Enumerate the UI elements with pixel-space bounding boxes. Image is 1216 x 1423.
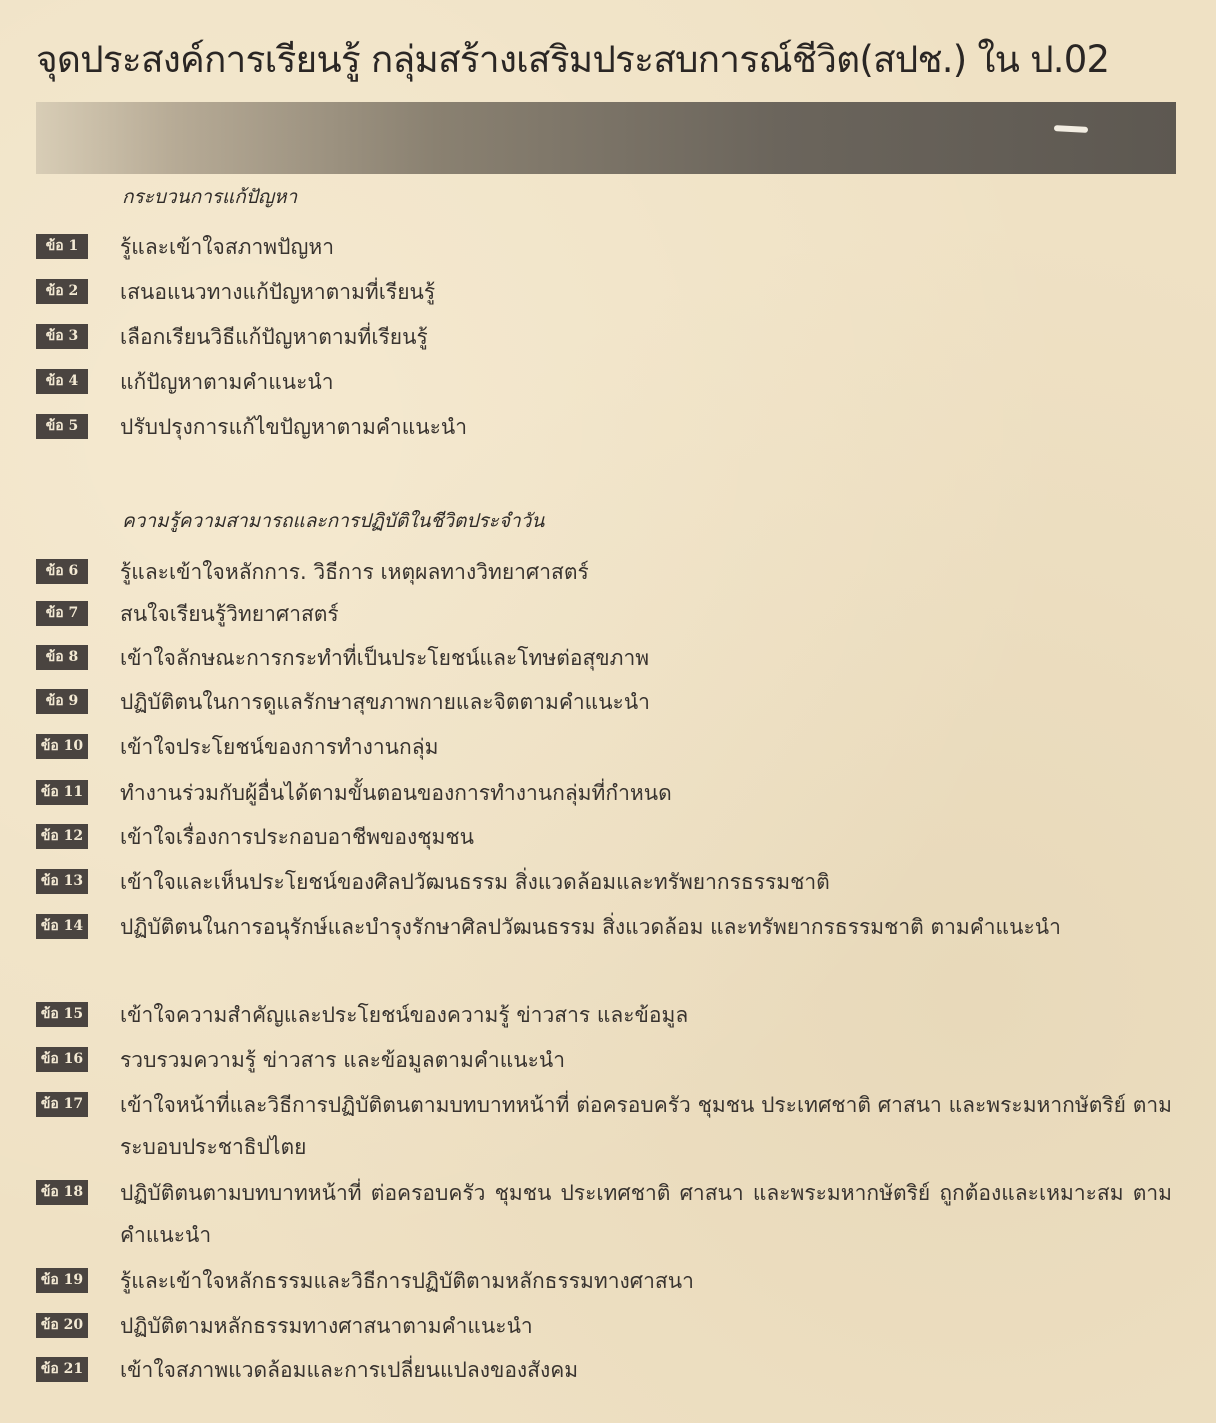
item-number-badge: ข้อ 8 [36,645,88,670]
item-number-badge: ข้อ 13 [36,869,88,894]
page-title: จุดประสงค์การเรียนรู้ กลุ่มสร้างเสริมประสบการณ์ชีวิต(สปช.) ใน ป.02 [36,38,1110,81]
item-text: ปฏิบัติตนในการอนุรักษ์และบำรุงรักษาศิลปวัฒนธรรม สิ่งแวดล้อม และทรัพยากรธรรมชาติ ตามคำแนะนำ [120,915,1061,939]
item-number-badge: ข้อ 1 [36,234,88,259]
item-number-badge: ข้อ 10 [36,734,88,759]
item-number-badge: ข้อ 15 [36,1002,88,1027]
item-number-badge: ข้อ 20 [36,1313,88,1338]
item-text: ปฏิบัติตามหลักธรรมทางศาสนาตามคำแนะนำ [120,1314,533,1338]
item-text: เข้าใจสภาพแวดล้อมและการเปลี่ยนแปลงของสังคม [120,1358,579,1382]
item-number-badge: ข้อ 21 [36,1357,88,1382]
item-number-badge: ข้อ 14 [36,914,88,939]
item-number-badge: ข้อ 19 [36,1268,88,1293]
item-number-badge: ข้อ 6 [36,559,88,584]
item-text: รวบรวมความรู้ ข่าวสาร และข้อมูลตามคำแนะนำ [120,1048,566,1072]
item-text: เข้าใจความสำคัญและประโยชน์ของความรู้ ข่าวสาร และข้อมูล [120,1003,689,1027]
item-number-badge: ข้อ 17 [36,1092,88,1117]
item-number-badge: ข้อ 16 [36,1047,88,1072]
item-text: ทำงานร่วมกับผู้อื่นได้ตามขั้นตอนของการทำงานกลุ่มที่กำหนด [120,781,672,805]
item-text: ปฏิบัติตนในการดูแลรักษาสุขภาพกายและจิตตามคำแนะนำ [120,690,650,714]
item-number-badge: ข้อ 7 [36,601,88,626]
item-text: เข้าใจลักษณะการกระทำที่เป็นประโยชน์และโทษต่อสุขภาพ [120,646,650,670]
item-number-badge: ข้อ 9 [36,689,88,714]
item-text: ปรับปรุงการแก้ไขปัญหาตามคำแนะนำ [120,415,468,439]
item-text: แก้ปัญหาตามคำแนะนำ [120,370,334,394]
item-number-badge: ข้อ 12 [36,824,88,849]
item-text: เข้าใจเรื่องการประกอบอาชีพของชุมชน [120,825,474,849]
item-number-badge: ข้อ 2 [36,279,88,304]
item-text: รู้และเข้าใจสภาพปัญหา [120,235,334,259]
item-text: รู้และเข้าใจหลักธรรมและวิธีการปฏิบัติตามหลักธรรมทางศาสนา [120,1269,694,1293]
item-text: เสนอแนวทางแก้ปัญหาตามที่เรียนรู้ [120,280,436,304]
item-number-badge: ข้อ 5 [36,414,88,439]
item-text: ปฏิบัติตนตามบทบาทหน้าที่ ต่อครอบครัว ชุมชน ประเทศชาติ ศาสนา และพระมหากษัตริย์ ถูกต้องและเหมาะสม ตามคำแนะนำ [120,1181,1172,1247]
item-text: เข้าใจประโยชน์ของการทำงานกลุ่ม [120,735,439,759]
item-number-badge: ข้อ 3 [36,324,88,349]
section-heading-daily-life: ความรู้ความสามารถและการปฏิบัติในชีวิตประจำวัน [122,510,545,532]
section-heading-problem-solving: กระบวนการแก้ปัญหา [122,186,298,208]
header-banner [36,102,1176,174]
item-text: เข้าใจหน้าที่และวิธีการปฏิบัติตนตามบทบาทหน้าที่ ต่อครอบครัว ชุมชน ประเทศชาติ ศาสนา และพระมหากษัตริย์ ตามระบอบประชาธิปไตย [120,1093,1172,1159]
item-text: รู้และเข้าใจหลักการ. วิธีการ เหตุผลทางวิทยาศาสตร์ [120,560,589,584]
item-text: สนใจเรียนรู้วิทยาศาสตร์ [120,602,339,626]
item-text: เลือกเรียนวิธีแก้ปัญหาตามที่เรียนรู้ [120,325,428,349]
item-number-badge: ข้อ 18 [36,1180,88,1205]
item-number-badge: ข้อ 4 [36,369,88,394]
item-number-badge: ข้อ 11 [36,780,88,805]
item-text: เข้าใจและเห็นประโยชน์ของศิลปวัฒนธรรม สิ่งแวดล้อมและทรัพยากรธรรมชาติ [120,870,830,894]
